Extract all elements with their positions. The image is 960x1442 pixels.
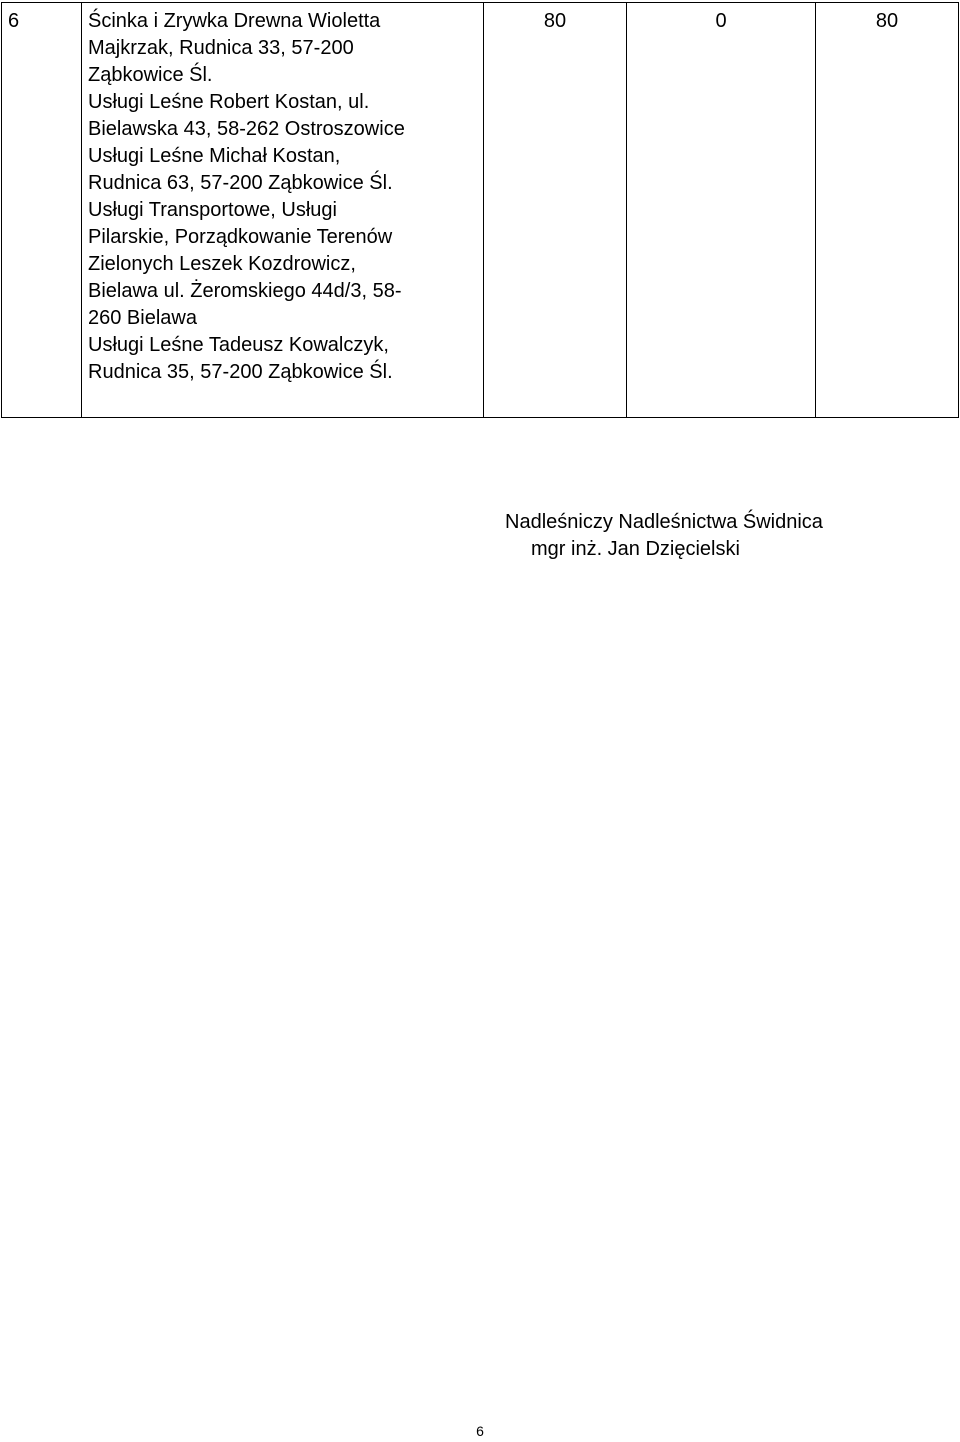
name-line: Ścinka i Zrywka Drewna Wioletta: [88, 10, 381, 32]
name-line: Bielawa ul. Żeromskiego 44d/3, 58-: [88, 280, 402, 302]
value-cell-3: 80: [816, 3, 959, 418]
name-line: Pilarskie, Porządkowanie Terenów: [88, 226, 393, 248]
value-cell-1: 80: [484, 3, 627, 418]
signature-name: mgr inż. Jan Dzięcielski: [531, 538, 740, 560]
table-row: [2, 3, 959, 418]
name-line: Bielawska 43, 58-262 Ostroszowice: [88, 118, 405, 140]
name-line: Rudnica 63, 57-200 Ząbkowice Śl.: [88, 172, 393, 194]
page-number: 6: [476, 1423, 484, 1439]
contractors-table: [1, 2, 959, 418]
name-line: Usługi Leśne Michał Kostan,: [88, 145, 341, 167]
name-line: Majkrzak, Rudnica 33, 57-200: [88, 37, 354, 59]
name-line: Rudnica 35, 57-200 Ząbkowice Śl.: [88, 361, 393, 383]
signature-block: [505, 509, 823, 563]
name-line: Ząbkowice Śl.: [88, 64, 213, 86]
row-number: 6: [2, 3, 82, 418]
name-line: 260 Bielawa: [88, 307, 197, 329]
name-line: Usługi Transportowe, Usługi: [88, 199, 337, 221]
name-line: Usługi Leśne Robert Kostan, ul.: [88, 91, 370, 113]
name-line: Zielonych Leszek Kozdrowicz,: [88, 253, 356, 275]
value-cell-2: 0: [627, 3, 816, 418]
contractor-names-cell: [82, 3, 484, 418]
signature-office: Nadleśniczy Nadleśnictwa Świdnica: [505, 511, 823, 533]
name-line: Usługi Leśne Tadeusz Kowalczyk,: [88, 334, 389, 356]
